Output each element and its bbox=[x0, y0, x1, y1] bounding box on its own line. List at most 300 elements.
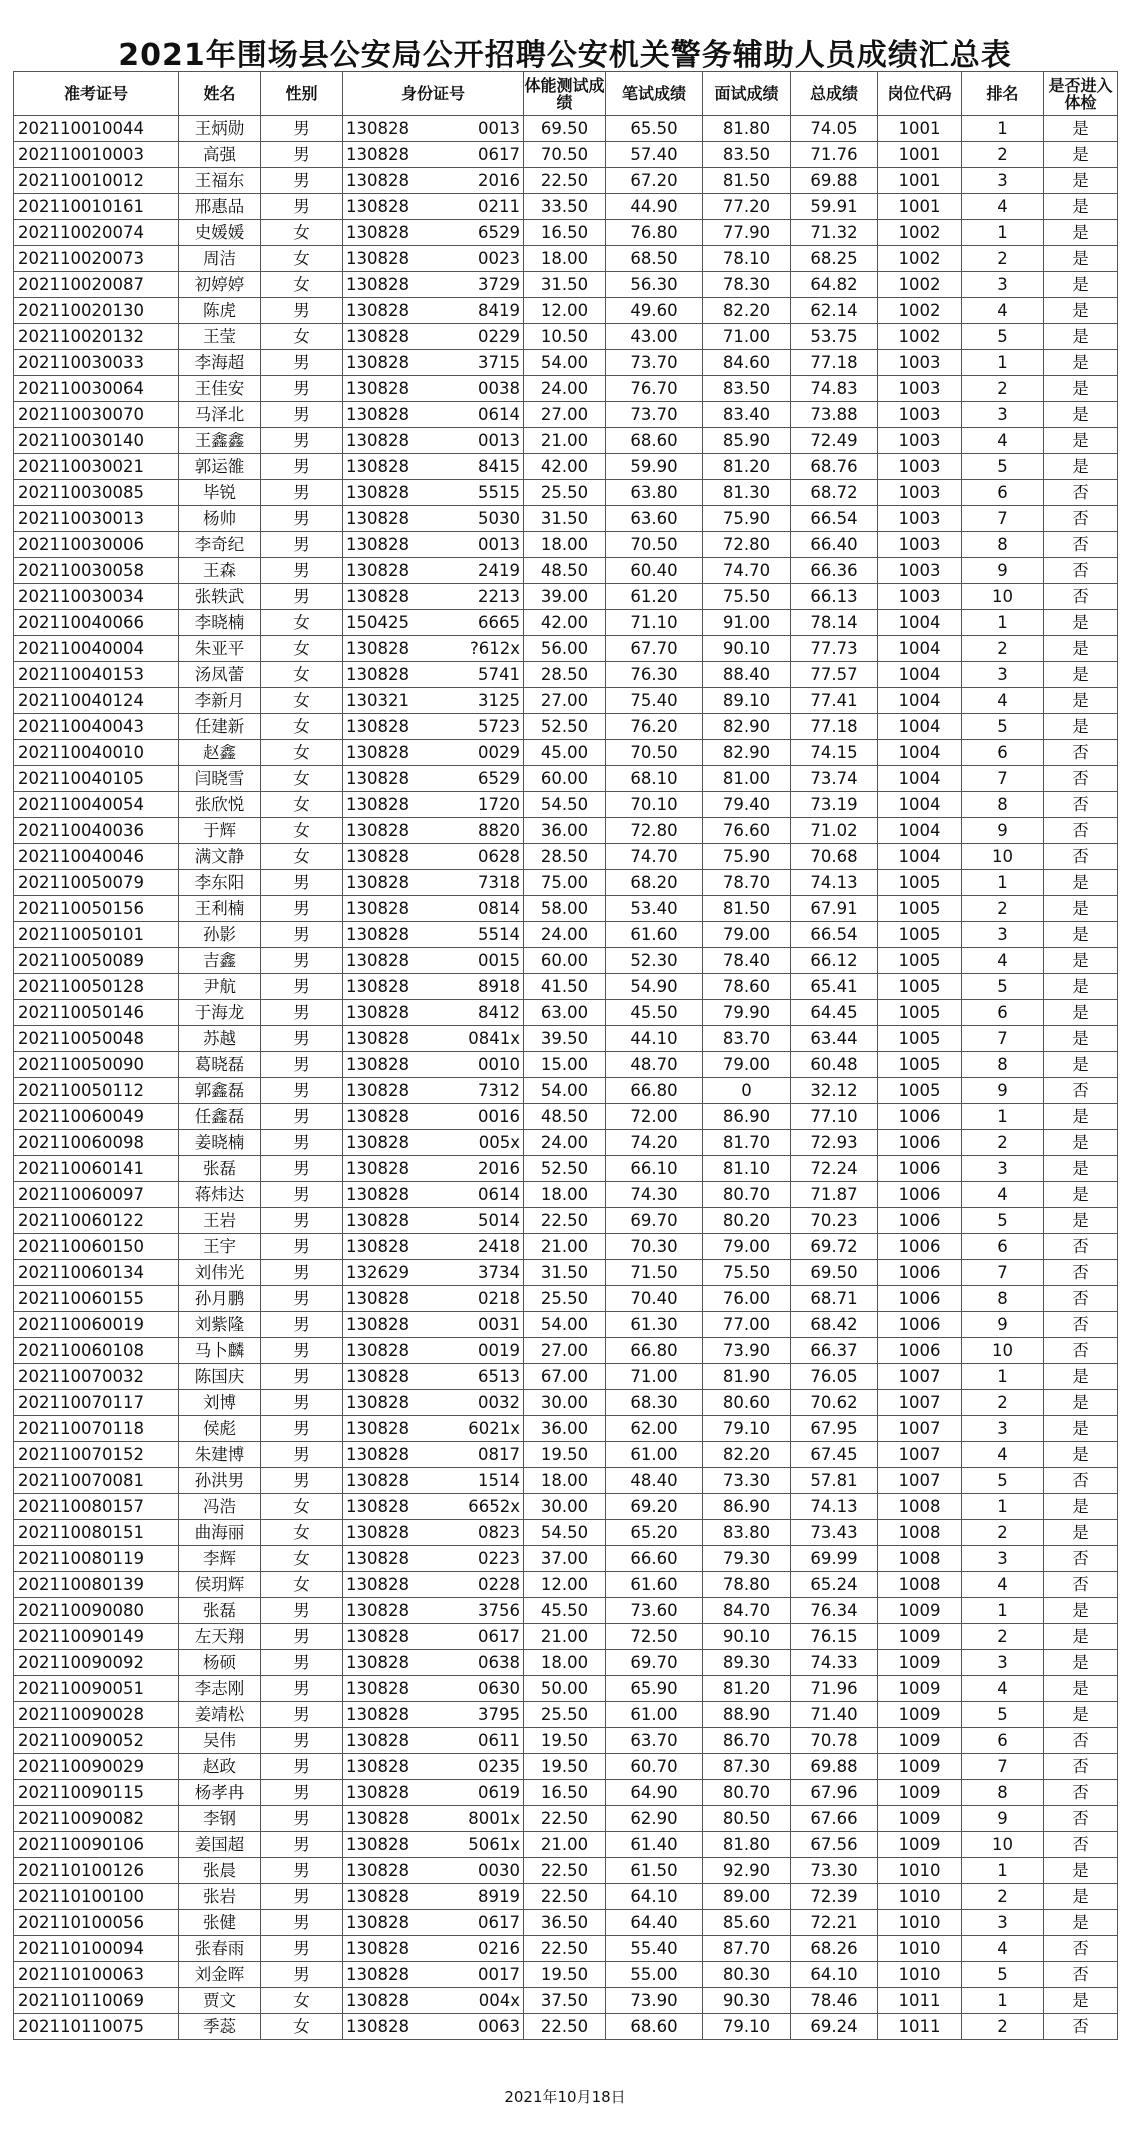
cell-id-number bbox=[343, 1832, 524, 1858]
cell-rank: 6 bbox=[962, 480, 1044, 506]
table-row bbox=[14, 1806, 1118, 1832]
cell-written-score: 76.20 bbox=[606, 714, 703, 740]
cell-written-score: 73.60 bbox=[606, 1598, 703, 1624]
cell-written-score: 70.30 bbox=[606, 1234, 703, 1260]
cell-id-number bbox=[343, 506, 524, 532]
cell-exam-no: 202110060049 bbox=[14, 1104, 179, 1130]
cell-written-score: 43.00 bbox=[606, 324, 703, 350]
cell-post-code: 1001 bbox=[878, 168, 962, 194]
cell-interview-score: 83.40 bbox=[703, 402, 791, 428]
cell-post-code: 1003 bbox=[878, 532, 962, 558]
id-suffix: 2213 bbox=[478, 587, 520, 606]
cell-post-code: 1006 bbox=[878, 1156, 962, 1182]
id-prefix: 130828 bbox=[346, 1835, 409, 1854]
cell-gender: 女 bbox=[261, 1988, 343, 2014]
cell-fitness-score: 67.00 bbox=[524, 1364, 606, 1390]
cell-interview-score: 81.20 bbox=[703, 454, 791, 480]
table-row bbox=[14, 636, 1118, 662]
id-suffix: 5014 bbox=[478, 1211, 520, 1230]
cell-gender: 女 bbox=[261, 714, 343, 740]
cell-gender: 男 bbox=[261, 1728, 343, 1754]
cell-total-score: 68.71 bbox=[791, 1286, 878, 1312]
cell-post-code: 1008 bbox=[878, 1572, 962, 1598]
cell-total-score: 64.45 bbox=[791, 1000, 878, 1026]
cell-medical-check: 是 bbox=[1044, 220, 1118, 246]
cell-gender: 男 bbox=[261, 1260, 343, 1286]
cell-id-number bbox=[343, 376, 524, 402]
cell-gender: 女 bbox=[261, 766, 343, 792]
cell-id-number bbox=[343, 1130, 524, 1156]
table-row bbox=[14, 1338, 1118, 1364]
id-prefix: 130828 bbox=[346, 665, 409, 684]
id-prefix: 130828 bbox=[346, 509, 409, 528]
cell-interview-score: 81.50 bbox=[703, 168, 791, 194]
cell-interview-score: 92.90 bbox=[703, 1858, 791, 1884]
cell-post-code: 1009 bbox=[878, 1702, 962, 1728]
cell-written-score: 64.90 bbox=[606, 1780, 703, 1806]
cell-total-score: 67.91 bbox=[791, 896, 878, 922]
id-suffix: 8918 bbox=[478, 977, 520, 996]
id-suffix: 1720 bbox=[478, 795, 520, 814]
cell-written-score: 70.10 bbox=[606, 792, 703, 818]
cell-post-code: 1006 bbox=[878, 1312, 962, 1338]
cell-exam-no: 202110040153 bbox=[14, 662, 179, 688]
cell-id-number bbox=[343, 168, 524, 194]
cell-medical-check: 否 bbox=[1044, 1468, 1118, 1494]
cell-rank: 1 bbox=[962, 610, 1044, 636]
id-prefix: 130321 bbox=[346, 691, 409, 710]
id-suffix: 3125 bbox=[478, 691, 520, 710]
cell-rank: 3 bbox=[962, 1416, 1044, 1442]
cell-name: 王福东 bbox=[179, 168, 261, 194]
cell-rank: 8 bbox=[962, 792, 1044, 818]
cell-exam-no: 202110070152 bbox=[14, 1442, 179, 1468]
cell-exam-no: 202110080151 bbox=[14, 1520, 179, 1546]
table-row bbox=[14, 1728, 1118, 1754]
cell-gender: 男 bbox=[261, 298, 343, 324]
cell-fitness-score: 28.50 bbox=[524, 844, 606, 870]
table-row bbox=[14, 454, 1118, 480]
cell-id-number bbox=[343, 1910, 524, 1936]
table-row bbox=[14, 1182, 1118, 1208]
cell-fitness-score: 21.00 bbox=[524, 1234, 606, 1260]
cell-exam-no: 202110020132 bbox=[14, 324, 179, 350]
id-suffix: 8919 bbox=[478, 1887, 520, 1906]
cell-post-code: 1005 bbox=[878, 896, 962, 922]
cell-rank: 4 bbox=[962, 1936, 1044, 1962]
cell-gender: 女 bbox=[261, 1520, 343, 1546]
cell-interview-score: 79.00 bbox=[703, 1052, 791, 1078]
cell-exam-no: 202110090149 bbox=[14, 1624, 179, 1650]
cell-exam-no: 202110090080 bbox=[14, 1598, 179, 1624]
cell-gender: 男 bbox=[261, 922, 343, 948]
cell-id-number bbox=[343, 584, 524, 610]
cell-id-number bbox=[343, 896, 524, 922]
cell-rank: 4 bbox=[962, 688, 1044, 714]
cell-total-score: 59.91 bbox=[791, 194, 878, 220]
cell-written-score: 60.70 bbox=[606, 1754, 703, 1780]
cell-gender: 男 bbox=[261, 1078, 343, 1104]
cell-fitness-score: 37.50 bbox=[524, 1988, 606, 2014]
cell-name: 姜靖松 bbox=[179, 1702, 261, 1728]
cell-exam-no: 202110090115 bbox=[14, 1780, 179, 1806]
id-suffix: 3795 bbox=[478, 1705, 520, 1724]
id-prefix: 130828 bbox=[346, 1913, 409, 1932]
cell-id-number bbox=[343, 1182, 524, 1208]
cell-post-code: 1005 bbox=[878, 1078, 962, 1104]
cell-interview-score: 82.90 bbox=[703, 714, 791, 740]
cell-rank: 6 bbox=[962, 740, 1044, 766]
cell-gender: 男 bbox=[261, 194, 343, 220]
id-prefix: 130828 bbox=[346, 1991, 409, 2010]
id-prefix: 130828 bbox=[346, 1861, 409, 1880]
table-row bbox=[14, 1364, 1118, 1390]
table-row bbox=[14, 1000, 1118, 1026]
cell-name: 王岩 bbox=[179, 1208, 261, 1234]
cell-total-score: 77.73 bbox=[791, 636, 878, 662]
id-prefix: 130828 bbox=[346, 223, 409, 242]
cell-medical-check: 否 bbox=[1044, 844, 1118, 870]
id-suffix: 0019 bbox=[478, 1341, 520, 1360]
cell-exam-no: 202110060097 bbox=[14, 1182, 179, 1208]
cell-written-score: 69.70 bbox=[606, 1208, 703, 1234]
cell-medical-check: 是 bbox=[1044, 1910, 1118, 1936]
cell-id-number bbox=[343, 1078, 524, 1104]
cell-exam-no: 202110030033 bbox=[14, 350, 179, 376]
cell-fitness-score: 22.50 bbox=[524, 2014, 606, 2040]
id-prefix: 130828 bbox=[346, 405, 409, 424]
cell-written-score: 63.60 bbox=[606, 506, 703, 532]
cell-interview-score: 86.90 bbox=[703, 1104, 791, 1130]
cell-post-code: 1009 bbox=[878, 1754, 962, 1780]
id-suffix: 004x bbox=[478, 1991, 520, 2010]
header-exam-no: 准考证号 bbox=[14, 72, 179, 116]
cell-id-number bbox=[343, 1806, 524, 1832]
cell-exam-no: 202110020074 bbox=[14, 220, 179, 246]
cell-total-score: 66.40 bbox=[791, 532, 878, 558]
cell-medical-check: 否 bbox=[1044, 480, 1118, 506]
id-prefix: 130828 bbox=[346, 821, 409, 840]
cell-post-code: 1009 bbox=[878, 1624, 962, 1650]
cell-written-score: 53.40 bbox=[606, 896, 703, 922]
cell-gender: 女 bbox=[261, 246, 343, 272]
cell-total-score: 67.66 bbox=[791, 1806, 878, 1832]
cell-written-score: 75.40 bbox=[606, 688, 703, 714]
cell-post-code: 1004 bbox=[878, 688, 962, 714]
cell-total-score: 72.49 bbox=[791, 428, 878, 454]
cell-medical-check: 否 bbox=[1044, 1338, 1118, 1364]
cell-exam-no: 202110040124 bbox=[14, 688, 179, 714]
id-suffix: 0823 bbox=[478, 1523, 520, 1542]
cell-id-number bbox=[343, 532, 524, 558]
table-row bbox=[14, 376, 1118, 402]
cell-interview-score: 79.00 bbox=[703, 922, 791, 948]
cell-name: 孙月鹏 bbox=[179, 1286, 261, 1312]
cell-medical-check: 是 bbox=[1044, 324, 1118, 350]
cell-written-score: 57.40 bbox=[606, 142, 703, 168]
cell-total-score: 67.56 bbox=[791, 1832, 878, 1858]
cell-interview-score: 84.70 bbox=[703, 1598, 791, 1624]
table-row bbox=[14, 2014, 1118, 2040]
cell-name: 姜国超 bbox=[179, 1832, 261, 1858]
cell-written-score: 72.50 bbox=[606, 1624, 703, 1650]
cell-id-number bbox=[343, 818, 524, 844]
cell-name: 闫晓雪 bbox=[179, 766, 261, 792]
cell-name: 曲海丽 bbox=[179, 1520, 261, 1546]
cell-id-number bbox=[343, 558, 524, 584]
cell-medical-check: 是 bbox=[1044, 1884, 1118, 1910]
cell-interview-score: 83.50 bbox=[703, 142, 791, 168]
cell-post-code: 1001 bbox=[878, 116, 962, 142]
cell-fitness-score: 48.50 bbox=[524, 1104, 606, 1130]
cell-written-score: 52.30 bbox=[606, 948, 703, 974]
id-prefix: 130828 bbox=[346, 1211, 409, 1230]
cell-name: 郭鑫磊 bbox=[179, 1078, 261, 1104]
cell-name: 李钢 bbox=[179, 1806, 261, 1832]
cell-medical-check: 否 bbox=[1044, 792, 1118, 818]
cell-id-number bbox=[343, 1260, 524, 1286]
cell-name: 刘伟光 bbox=[179, 1260, 261, 1286]
cell-written-score: 74.20 bbox=[606, 1130, 703, 1156]
cell-exam-no: 202110090092 bbox=[14, 1650, 179, 1676]
cell-gender: 男 bbox=[261, 948, 343, 974]
cell-rank: 4 bbox=[962, 194, 1044, 220]
cell-written-score: 63.80 bbox=[606, 480, 703, 506]
cell-medical-check: 否 bbox=[1044, 1312, 1118, 1338]
cell-rank: 3 bbox=[962, 1156, 1044, 1182]
cell-id-number bbox=[343, 1052, 524, 1078]
cell-fitness-score: 36.00 bbox=[524, 1416, 606, 1442]
id-prefix: 130828 bbox=[346, 1341, 409, 1360]
cell-written-score: 68.60 bbox=[606, 2014, 703, 2040]
cell-exam-no: 202110090029 bbox=[14, 1754, 179, 1780]
cell-fitness-score: 24.00 bbox=[524, 1130, 606, 1156]
id-suffix: 3756 bbox=[478, 1601, 520, 1620]
id-suffix: 6665 bbox=[478, 613, 520, 632]
cell-name: 朱建博 bbox=[179, 1442, 261, 1468]
cell-fitness-score: 16.50 bbox=[524, 1780, 606, 1806]
cell-exam-no: 202110020130 bbox=[14, 298, 179, 324]
cell-written-score: 63.70 bbox=[606, 1728, 703, 1754]
cell-interview-score: 83.50 bbox=[703, 376, 791, 402]
cell-rank: 3 bbox=[962, 1546, 1044, 1572]
cell-gender: 男 bbox=[261, 1208, 343, 1234]
cell-total-score: 68.26 bbox=[791, 1936, 878, 1962]
cell-id-number bbox=[343, 1546, 524, 1572]
cell-interview-score: 77.20 bbox=[703, 194, 791, 220]
id-suffix: 5061x bbox=[468, 1835, 520, 1854]
cell-id-number bbox=[343, 1780, 524, 1806]
id-prefix: 130828 bbox=[346, 1627, 409, 1646]
table-row bbox=[14, 1988, 1118, 2014]
cell-total-score: 66.13 bbox=[791, 584, 878, 610]
cell-written-score: 76.80 bbox=[606, 220, 703, 246]
cell-id-number bbox=[343, 1000, 524, 1026]
cell-total-score: 65.41 bbox=[791, 974, 878, 1000]
cell-interview-score: 80.70 bbox=[703, 1182, 791, 1208]
cell-interview-score: 80.50 bbox=[703, 1806, 791, 1832]
table-row bbox=[14, 1468, 1118, 1494]
cell-name: 李辉 bbox=[179, 1546, 261, 1572]
cell-name: 李东阳 bbox=[179, 870, 261, 896]
cell-gender: 男 bbox=[261, 402, 343, 428]
id-suffix: 0228 bbox=[478, 1575, 520, 1594]
cell-exam-no: 202110100126 bbox=[14, 1858, 179, 1884]
cell-interview-score: 79.40 bbox=[703, 792, 791, 818]
cell-gender: 女 bbox=[261, 636, 343, 662]
table-row bbox=[14, 922, 1118, 948]
cell-name: 张晨 bbox=[179, 1858, 261, 1884]
id-prefix: 130828 bbox=[346, 1133, 409, 1152]
cell-id-number bbox=[343, 1286, 524, 1312]
cell-total-score: 70.23 bbox=[791, 1208, 878, 1234]
cell-rank: 5 bbox=[962, 454, 1044, 480]
cell-id-number bbox=[343, 1962, 524, 1988]
cell-medical-check: 否 bbox=[1044, 1286, 1118, 1312]
cell-written-score: 74.70 bbox=[606, 844, 703, 870]
results-table bbox=[13, 71, 1118, 2040]
id-suffix: 0628 bbox=[478, 847, 520, 866]
cell-gender: 男 bbox=[261, 1026, 343, 1052]
cell-fitness-score: 54.00 bbox=[524, 1078, 606, 1104]
cell-total-score: 77.41 bbox=[791, 688, 878, 714]
cell-written-score: 62.00 bbox=[606, 1416, 703, 1442]
cell-total-score: 71.40 bbox=[791, 1702, 878, 1728]
id-prefix: 130828 bbox=[346, 1523, 409, 1542]
id-prefix: 130828 bbox=[346, 431, 409, 450]
cell-total-score: 71.96 bbox=[791, 1676, 878, 1702]
cell-rank: 1 bbox=[962, 350, 1044, 376]
cell-exam-no: 202110040004 bbox=[14, 636, 179, 662]
cell-name: 王森 bbox=[179, 558, 261, 584]
cell-id-number bbox=[343, 272, 524, 298]
cell-name: 季蕊 bbox=[179, 2014, 261, 2040]
cell-rank: 2 bbox=[962, 2014, 1044, 2040]
cell-fitness-score: 12.00 bbox=[524, 1572, 606, 1598]
cell-post-code: 1004 bbox=[878, 844, 962, 870]
id-prefix: 130828 bbox=[346, 1549, 409, 1568]
cell-exam-no: 202110030006 bbox=[14, 532, 179, 558]
id-suffix: 0223 bbox=[478, 1549, 520, 1568]
cell-name: 王利楠 bbox=[179, 896, 261, 922]
cell-total-score: 73.88 bbox=[791, 402, 878, 428]
cell-interview-score: 81.80 bbox=[703, 116, 791, 142]
id-suffix: 8820 bbox=[478, 821, 520, 840]
cell-post-code: 1005 bbox=[878, 948, 962, 974]
cell-post-code: 1006 bbox=[878, 1286, 962, 1312]
cell-gender: 男 bbox=[261, 1052, 343, 1078]
table-row bbox=[14, 1546, 1118, 1572]
cell-gender: 男 bbox=[261, 1858, 343, 1884]
id-suffix: 3715 bbox=[478, 353, 520, 372]
cell-rank: 3 bbox=[962, 1910, 1044, 1936]
cell-id-number bbox=[343, 1312, 524, 1338]
cell-id-number bbox=[343, 922, 524, 948]
cell-name: 孙影 bbox=[179, 922, 261, 948]
cell-rank: 5 bbox=[962, 1962, 1044, 1988]
cell-medical-check: 否 bbox=[1044, 1728, 1118, 1754]
cell-written-score: 48.70 bbox=[606, 1052, 703, 1078]
cell-exam-no: 202110030021 bbox=[14, 454, 179, 480]
cell-interview-score: 75.90 bbox=[703, 844, 791, 870]
cell-interview-score: 82.20 bbox=[703, 298, 791, 324]
header-fitness-score: 体能测试成绩 bbox=[524, 72, 606, 116]
table-row bbox=[14, 1494, 1118, 1520]
cell-exam-no: 202110080139 bbox=[14, 1572, 179, 1598]
cell-fitness-score: 22.50 bbox=[524, 1936, 606, 1962]
cell-gender: 女 bbox=[261, 1546, 343, 1572]
cell-rank: 5 bbox=[962, 1208, 1044, 1234]
cell-name: 左天翔 bbox=[179, 1624, 261, 1650]
cell-gender: 男 bbox=[261, 1702, 343, 1728]
cell-total-score: 66.54 bbox=[791, 922, 878, 948]
cell-total-score: 66.12 bbox=[791, 948, 878, 974]
cell-id-number bbox=[343, 220, 524, 246]
cell-fitness-score: 28.50 bbox=[524, 662, 606, 688]
cell-written-score: 71.10 bbox=[606, 610, 703, 636]
cell-id-number bbox=[343, 1104, 524, 1130]
cell-written-score: 59.90 bbox=[606, 454, 703, 480]
cell-fitness-score: 18.00 bbox=[524, 246, 606, 272]
id-prefix: 130828 bbox=[346, 2017, 409, 2036]
table-row bbox=[14, 688, 1118, 714]
cell-exam-no: 202110060019 bbox=[14, 1312, 179, 1338]
cell-medical-check: 是 bbox=[1044, 246, 1118, 272]
cell-medical-check: 否 bbox=[1044, 532, 1118, 558]
cell-gender: 男 bbox=[261, 1962, 343, 1988]
header-post-code: 岗位代码 bbox=[878, 72, 962, 116]
cell-rank: 1 bbox=[962, 116, 1044, 142]
cell-post-code: 1006 bbox=[878, 1338, 962, 1364]
cell-medical-check: 是 bbox=[1044, 896, 1118, 922]
cell-fitness-score: 19.50 bbox=[524, 1442, 606, 1468]
cell-name: 李海超 bbox=[179, 350, 261, 376]
id-prefix: 130828 bbox=[346, 249, 409, 268]
cell-written-score: 44.10 bbox=[606, 1026, 703, 1052]
cell-total-score: 71.02 bbox=[791, 818, 878, 844]
cell-exam-no: 202110070032 bbox=[14, 1364, 179, 1390]
table-row bbox=[14, 1520, 1118, 1546]
id-suffix: 0211 bbox=[478, 197, 520, 216]
cell-id-number bbox=[343, 610, 524, 636]
cell-fitness-score: 21.00 bbox=[524, 428, 606, 454]
id-prefix: 130828 bbox=[346, 1419, 409, 1438]
id-prefix: 130828 bbox=[346, 1445, 409, 1464]
cell-exam-no: 202110030070 bbox=[14, 402, 179, 428]
cell-fitness-score: 70.50 bbox=[524, 142, 606, 168]
cell-id-number bbox=[343, 298, 524, 324]
cell-id-number bbox=[343, 1364, 524, 1390]
cell-total-score: 76.34 bbox=[791, 1598, 878, 1624]
cell-written-score: 70.50 bbox=[606, 532, 703, 558]
cell-medical-check: 是 bbox=[1044, 1520, 1118, 1546]
cell-total-score: 66.37 bbox=[791, 1338, 878, 1364]
cell-total-score: 69.99 bbox=[791, 1546, 878, 1572]
cell-fitness-score: 39.00 bbox=[524, 584, 606, 610]
cell-gender: 男 bbox=[261, 1416, 343, 1442]
cell-name: 赵鑫 bbox=[179, 740, 261, 766]
cell-exam-no: 202110060141 bbox=[14, 1156, 179, 1182]
id-prefix: 130828 bbox=[346, 1185, 409, 1204]
table-row bbox=[14, 194, 1118, 220]
cell-written-score: 67.70 bbox=[606, 636, 703, 662]
cell-written-score: 61.50 bbox=[606, 1858, 703, 1884]
cell-total-score: 69.88 bbox=[791, 1754, 878, 1780]
cell-exam-no: 202110030034 bbox=[14, 584, 179, 610]
cell-total-score: 69.72 bbox=[791, 1234, 878, 1260]
cell-fitness-score: 42.00 bbox=[524, 610, 606, 636]
table-row bbox=[14, 844, 1118, 870]
